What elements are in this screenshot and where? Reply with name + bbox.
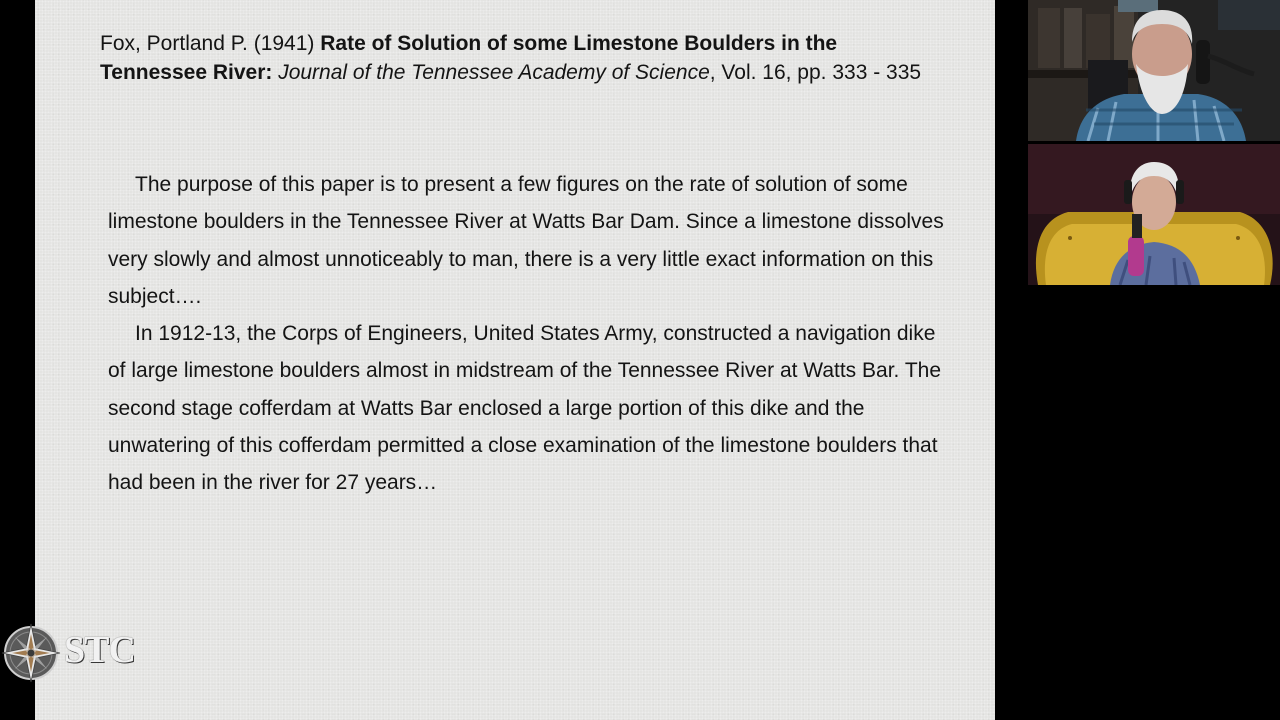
webcam-feed-top (1028, 0, 1280, 141)
citation (100, 30, 930, 87)
citation-title: Rate of Solution of some Limestone Boulders in the Tennessee River: (100, 32, 838, 84)
logo-text: STC (64, 629, 135, 671)
left-frame (0, 0, 35, 720)
compass-star-icon (0, 622, 62, 684)
webcam-feed-bottom (1028, 144, 1280, 285)
quote-body (108, 166, 958, 502)
citation-author-year: Fox, Portland P. (1941) (100, 32, 321, 55)
citation-volume-pages: , Vol. 16, pp. 333 - 335 (709, 60, 922, 84)
stc-logo (0, 622, 140, 684)
citation-journal: Journal of the Tennessee Academy of Science (278, 60, 710, 84)
paragraph-1: The purpose of this paper is to present a few figures on the rate of solution of some limestone boulders in the Tennessee River at Watts Bar Dam. Since a limestone dissolves very slowly and almost unnoticeably to man, there is a very little exact information on this subject…. (108, 173, 944, 308)
slide (35, 0, 995, 720)
paragraph-2: In 1912-13, the Corps of Engineers, United States Army, constructed a navigation dike of large limestone boulders almost in midstream of the Tennessee River at Watts Bar. The second stage cofferdam at Watts Bar enclosed a large portion of this dike and the unwatering of this cofferdam permitted a close examination of the limestone boulders that had been in the river for 27 years… (108, 322, 942, 495)
